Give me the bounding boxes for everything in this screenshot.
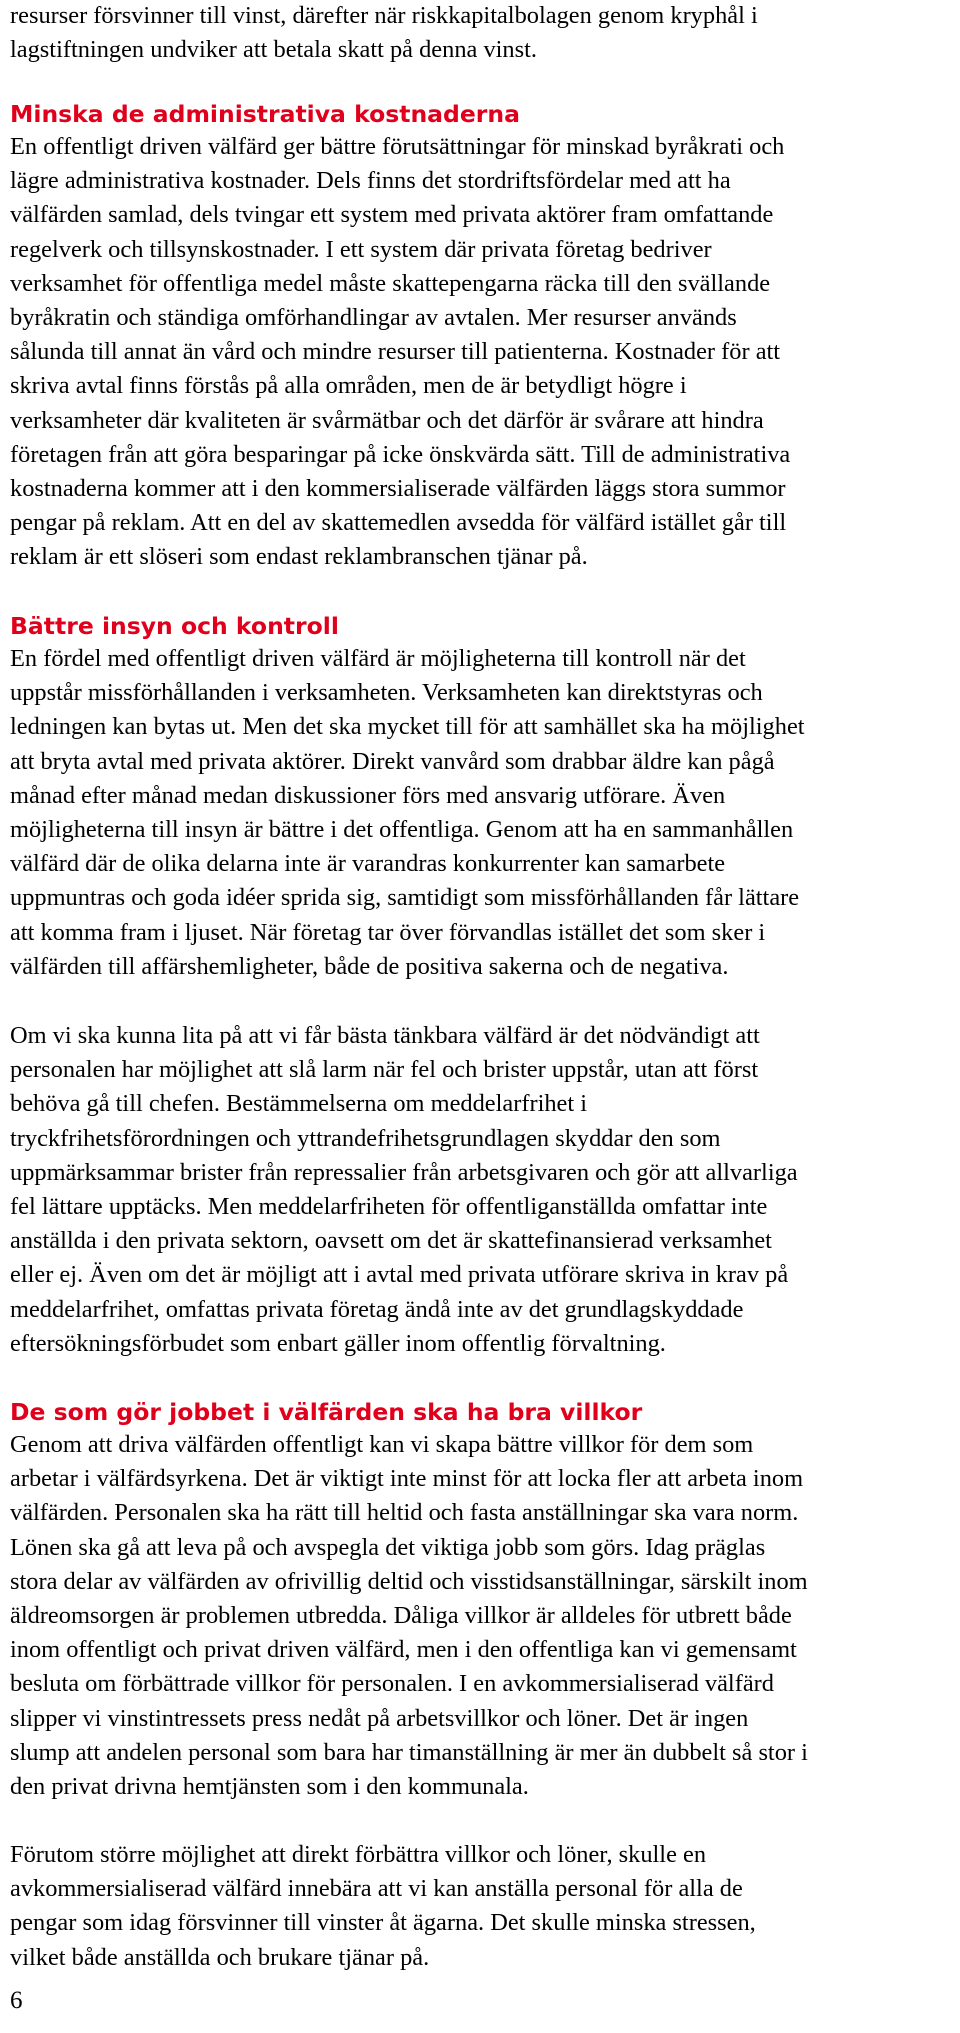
text-line: regelverk och tillsynskostnader. I ett system där privata företag bedriver [10, 235, 712, 263]
text-line: avkommersialiserad välfärd innebära att vi kan anställa personal för alla de [10, 1875, 743, 1903]
text-line: månad efter månad medan diskussioner förs med ansvarig utförare. Även [10, 781, 726, 809]
text-line: uppmuntras och goda idéer sprida sig, samtidigt som missförhållanden får lättare [10, 884, 800, 912]
text-line: fel lättare upptäcks. Men meddelarfriheten för offentliganställda omfattar inte [10, 1193, 768, 1221]
text-line: slump att andelen personal som bara har timanställning är mer än dubbelt så stor i [10, 1738, 808, 1766]
text-line: anställda i den privata sektorn, oavsett om det är skattefinansierad verksamhet [10, 1227, 772, 1255]
text-line: vilket både anställda och brukare tjänar på. [10, 1943, 430, 1971]
text-line: pengar som idag försvinner till vinster åt ägarna. Det skulle minska stressen, [10, 1909, 756, 1937]
text-line: äldreomsorgen är problemen utbredda. Dåliga villkor är alldeles för utbrett både [10, 1602, 792, 1630]
text-line: resurser försvinner till vinst, därefter när riskkapitalbolagen genom kryphål i [10, 2, 758, 29]
text-line: byråkratin och ständiga omförhandlingar av avtalen. Mer resurser används [10, 304, 737, 332]
paragraph-working-conditions [10, 1428, 808, 1804]
text-line: skriva avtal finns förstås på alla områden, men de är betydligt högre i [10, 372, 687, 400]
text-line: En fördel med offentligt driven välfärd är möjligheterna till kontroll när det [10, 645, 746, 672]
text-line: arbetar i välfärdsyrkena. Det är viktigt inte minst för att locka fler att arbeta inom [10, 1465, 804, 1493]
text-line: Förutom större möjlighet att direkt förbättra villkor och löner, skulle en [10, 1841, 707, 1868]
text-line: välfärden samlad, dels tvingar ett system med privata aktörer fram omfattande [10, 201, 774, 229]
paragraph-administrative-costs [10, 130, 790, 575]
text-line: verksamheter där kvaliteten är svårmätbar och det därför är svårare att hindra [10, 406, 764, 434]
text-line: personalen har möjlighet att slå larm när fel och brister uppstår, utan att först [10, 1056, 759, 1084]
text-line: välfärden. Personalen ska ha rätt till heltid och fasta anställningar ska vara norm. [10, 1499, 799, 1527]
text-line: företagen från att göra besparingar på icke önskvärda sätt. Till de administrativa [10, 440, 791, 468]
section-heading-working-conditions: De som gör jobbet i välfärden ska ha bra villkor [10, 1398, 643, 1426]
paragraph-insight-control [10, 642, 805, 984]
text-line: kostnaderna kommer att i den kommersialiserade välfärden läggs stora summor [10, 475, 786, 503]
text-line: slipper vi vinstintressets press nedåt på arbetsvillkor och löner. Det är ingen [10, 1704, 749, 1732]
text-line: uppmärksammar brister från repressalier från arbetsgivaren och gör att allvarliga [10, 1158, 798, 1186]
text-line: verksamhet för offentliga medel måste skattepengarna räcka till den svällande [10, 269, 771, 297]
text-line: pengar på reklam. Att en del av skattemedlen avsedda för välfärd istället går till [10, 509, 787, 537]
text-line: sålunda till annat än vård och mindre resurser till patienterna. Kostnader för att [10, 338, 781, 366]
text-line: ledningen kan bytas ut. Men det ska mycket till för att samhället ska ha möjlighet [10, 713, 805, 741]
text-line: stora delar av välfärden av ofrivillig deltid och visstidsanställningar, särskilt inom [10, 1567, 808, 1595]
text-line: inom offentligt och privat driven välfärd, men i den offentliga kan vi gemensamt [10, 1636, 797, 1664]
text-line: Lönen ska gå att leva på och avspegla det viktiga jobb som görs. Idag präglas [10, 1533, 766, 1561]
text-line: den privat drivna hemtjänsten som i den kommunala. [10, 1773, 529, 1801]
text-line: behöva gå till chefen. Bestämmelserna om meddelarfrihet i [10, 1090, 588, 1118]
text-line: välfärd där de olika delarna inte är varandras konkurrenter kan samarbete [10, 850, 726, 878]
paragraph-staffing-conclusion [10, 1838, 756, 1975]
text-line: besluta om förbättrade villkor för personalen. I en avkommersialiserad välfärd [10, 1670, 774, 1698]
text-line: Om vi ska kunna lita på att vi får bästa tänkbara välfärd är det nödvändigt att [10, 1022, 760, 1049]
text-line: tryckfrihetsförordningen och yttrandefrihetsgrundlagen skyddar den som [10, 1124, 721, 1152]
page-number: 6 [10, 1987, 23, 2014]
text-line: möjligheterna till insyn är bättre i det offentliga. Genom att ha en sammanhållen [10, 816, 794, 844]
text-line: välfärden till affärshemligheter, både de positiva sakerna och de negativa. [10, 952, 729, 980]
text-line: att bryta avtal med privata aktörer. Direkt vanvård som drabbar äldre kan pågå [10, 747, 775, 775]
section-heading-insight-control: Bättre insyn och kontroll [10, 612, 339, 640]
text-line: eftersökningsförbudet som enbart gäller inom offentlig förvaltning. [10, 1329, 666, 1357]
text-line: reklam är ett slöseri som endast reklambranschen tjänar på. [10, 543, 588, 571]
paragraph-whistleblowing [10, 1019, 798, 1361]
text-line: lägre administrativa kostnader. Dels finns det stordriftsfördelar med att ha [10, 167, 731, 195]
text-line: meddelarfrihet, omfattas privata företag ändå inte av det grundlagskyddade [10, 1295, 744, 1323]
text-line: En offentligt driven välfärd ger bättre förutsättningar för minskad byråkrati och [10, 133, 785, 160]
text-line: att komma fram i ljuset. När företag tar över förvandlas istället det som sker i [10, 918, 766, 946]
text-line: eller ej. Även om det är möjligt att i avtal med privata utförare skriva in krav på [10, 1261, 789, 1289]
text-line: Genom att driva välfärden offentligt kan vi skapa bättre villkor för dem som [10, 1431, 754, 1458]
section-heading-administrative-costs: Minska de administrativa kostnaderna [10, 100, 520, 128]
paragraph-intro-continuation [10, 0, 758, 67]
text-line: uppstår missförhållanden i verksamheten. Verksamheten kan direktstyras och [10, 679, 763, 707]
text-line: lagstiftningen undviker att betala skatt på denna vinst. [10, 36, 537, 64]
